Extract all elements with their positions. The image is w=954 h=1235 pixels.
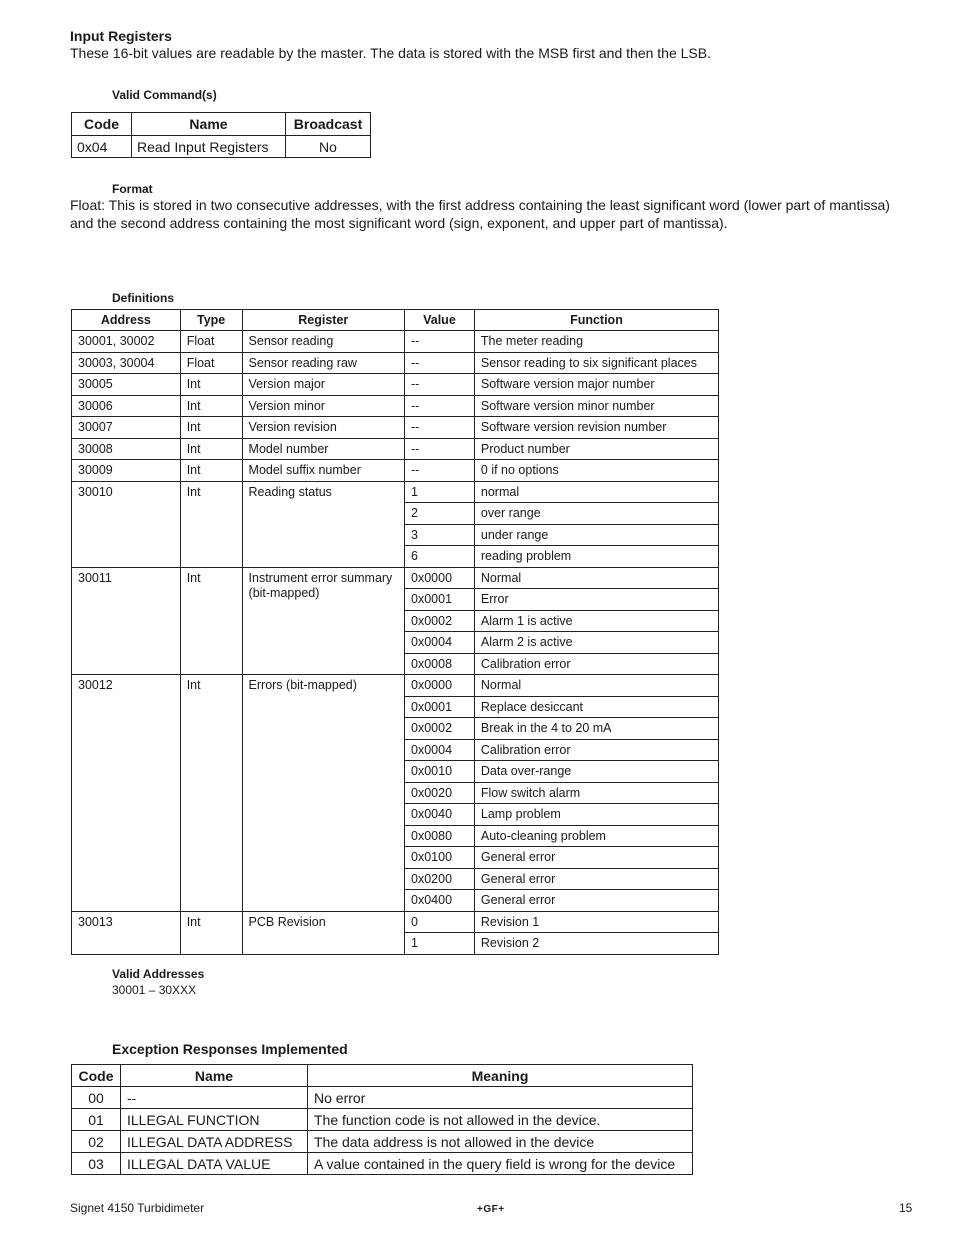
cell-value: 0x0000 xyxy=(405,675,475,697)
cell-function: Sensor reading to six significant places xyxy=(474,352,718,374)
cell-function: General error xyxy=(474,868,718,890)
format-label: Format xyxy=(112,182,153,196)
cell-function: Revision 2 xyxy=(474,933,718,955)
cell-name: ILLEGAL DATA VALUE xyxy=(121,1153,308,1175)
cell-function: Alarm 2 is active xyxy=(474,632,718,654)
cell-value: 0x0001 xyxy=(405,589,475,611)
cell-address: 30006 xyxy=(72,395,181,417)
table-row xyxy=(72,417,719,439)
cell-code: 01 xyxy=(72,1109,121,1131)
cell-function: Software version major number xyxy=(474,374,718,396)
cell-function: Replace desiccant xyxy=(474,696,718,718)
cell-value: 0x0004 xyxy=(405,632,475,654)
cell-value: 0x0100 xyxy=(405,847,475,869)
table-row xyxy=(72,331,719,353)
col-header-type: Type xyxy=(180,310,242,331)
col-header-name: Name xyxy=(121,1065,308,1087)
cell-function: General error xyxy=(474,890,718,912)
cell-function: Normal xyxy=(474,567,718,589)
table-row xyxy=(72,374,719,396)
cell-register: Model number xyxy=(242,438,404,460)
cell-type: Int xyxy=(180,395,242,417)
cell-code: 03 xyxy=(72,1153,121,1175)
cell-register: Sensor reading raw xyxy=(242,352,404,374)
cell-function: under range xyxy=(474,524,718,546)
cell-register: Version revision xyxy=(242,417,404,439)
table-row xyxy=(72,1131,693,1153)
cell-function: Calibration error xyxy=(474,653,718,675)
cell-value: 2 xyxy=(405,503,475,525)
cell-value: 0x0001 xyxy=(405,696,475,718)
cell-function: Calibration error xyxy=(474,739,718,761)
valid-commands-label: Valid Command(s) xyxy=(112,88,217,102)
cell-value: -- xyxy=(405,438,475,460)
cell-broadcast: No xyxy=(286,136,371,158)
cell-address: 30007 xyxy=(72,417,181,439)
col-header-name: Name xyxy=(132,113,286,136)
cell-address: 30010 xyxy=(72,481,181,567)
cell-register: PCB Revision xyxy=(242,911,404,954)
cell-function: reading problem xyxy=(474,546,718,568)
col-header-code: Code xyxy=(72,113,132,136)
table-row xyxy=(72,675,719,697)
cell-function: Software version minor number xyxy=(474,395,718,417)
cell-register xyxy=(242,567,404,675)
cell-meaning: A value contained in the query field is wrong for the device xyxy=(308,1153,693,1175)
cell-type: Float xyxy=(180,352,242,374)
cell-function: normal xyxy=(474,481,718,503)
cell-function: Software version revision number xyxy=(474,417,718,439)
register-line1: Instrument error summary xyxy=(248,570,393,585)
exceptions-table xyxy=(71,1064,693,1175)
definitions-table xyxy=(71,309,719,955)
cell-value: 1 xyxy=(405,481,475,503)
cell-value: 0x0008 xyxy=(405,653,475,675)
table-row xyxy=(72,460,719,482)
cell-type: Int xyxy=(180,438,242,460)
table-row xyxy=(72,911,719,933)
cell-register: Version major xyxy=(242,374,404,396)
cell-type: Int xyxy=(180,374,242,396)
footer-product-name: Signet 4150 Turbidimeter xyxy=(70,1201,205,1215)
cell-function: Break in the 4 to 20 mA xyxy=(474,718,718,740)
cell-value: 3 xyxy=(405,524,475,546)
col-header-register: Register xyxy=(242,310,404,331)
cell-value: 0x0002 xyxy=(405,610,475,632)
cell-function: Lamp problem xyxy=(474,804,718,826)
cell-value: -- xyxy=(405,417,475,439)
cell-function: Normal xyxy=(474,675,718,697)
definitions-label: Definitions xyxy=(112,291,174,305)
table-row xyxy=(72,395,719,417)
cell-code: 0x04 xyxy=(72,136,132,158)
cell-type: Int xyxy=(180,460,242,482)
exceptions-label: Exception Responses Implemented xyxy=(112,1041,348,1057)
valid-addresses-range: 30001 – 30XXX xyxy=(112,983,197,997)
col-header-address: Address xyxy=(72,310,181,331)
cell-function: Data over-range xyxy=(474,761,718,783)
cell-value: 0 xyxy=(405,911,475,933)
col-header-function: Function xyxy=(474,310,718,331)
cell-value: 0x0010 xyxy=(405,761,475,783)
col-header-value: Value xyxy=(405,310,475,331)
cell-type: Int xyxy=(180,417,242,439)
cell-register: Version minor xyxy=(242,395,404,417)
table-row xyxy=(72,352,719,374)
col-header-broadcast: Broadcast xyxy=(286,113,371,136)
cell-function: Error xyxy=(474,589,718,611)
cell-value: 0x0004 xyxy=(405,739,475,761)
col-header-meaning: Meaning xyxy=(308,1065,693,1087)
cell-address: 30013 xyxy=(72,911,181,954)
cell-function: Flow switch alarm xyxy=(474,782,718,804)
cell-address: 30001, 30002 xyxy=(72,331,181,353)
cell-function: Alarm 1 is active xyxy=(474,610,718,632)
cell-value: -- xyxy=(405,374,475,396)
cell-value: 0x0000 xyxy=(405,567,475,589)
cell-value: 0x0002 xyxy=(405,718,475,740)
valid-commands-table xyxy=(71,112,371,158)
gf-logo: +GF+ xyxy=(477,1204,505,1215)
cell-type: Int xyxy=(180,481,242,567)
cell-value: 1 xyxy=(405,933,475,955)
cell-type: Int xyxy=(180,911,242,954)
cell-name: ILLEGAL DATA ADDRESS xyxy=(121,1131,308,1153)
cell-function: Auto-cleaning problem xyxy=(474,825,718,847)
cell-meaning: The function code is not allowed in the device. xyxy=(308,1109,693,1131)
cell-address: 30009 xyxy=(72,460,181,482)
cell-register: Model suffix number xyxy=(242,460,404,482)
cell-code: 00 xyxy=(72,1087,121,1109)
cell-address: 30008 xyxy=(72,438,181,460)
cell-meaning: No error xyxy=(308,1087,693,1109)
cell-register: Reading status xyxy=(242,481,404,567)
cell-name: Read Input Registers xyxy=(132,136,286,158)
cell-value: -- xyxy=(405,352,475,374)
table-row xyxy=(72,1153,693,1175)
cell-name: ILLEGAL FUNCTION xyxy=(121,1109,308,1131)
cell-value: -- xyxy=(405,331,475,353)
col-header-code: Code xyxy=(72,1065,121,1087)
table-row xyxy=(72,1087,693,1109)
register-line2: (bit-mapped) xyxy=(248,585,320,600)
cell-address: 30011 xyxy=(72,567,181,675)
cell-type: Int xyxy=(180,675,242,912)
cell-function: Product number xyxy=(474,438,718,460)
cell-value: 0x0020 xyxy=(405,782,475,804)
section-description: These 16-bit values are readable by the master. The data is stored with the MSB first and then the LSB. xyxy=(70,45,711,61)
table-row xyxy=(72,567,719,589)
table-header-row xyxy=(72,1065,693,1087)
cell-type: Int xyxy=(180,567,242,675)
cell-code: 02 xyxy=(72,1131,121,1153)
cell-value: -- xyxy=(405,460,475,482)
cell-function: 0 if no options xyxy=(474,460,718,482)
page-number: 15 xyxy=(899,1201,913,1215)
cell-address: 30005 xyxy=(72,374,181,396)
cell-meaning: The data address is not allowed in the device xyxy=(308,1131,693,1153)
table-header-row xyxy=(72,310,719,331)
table-row xyxy=(72,438,719,460)
cell-function: The meter reading xyxy=(474,331,718,353)
section-title: Input Registers xyxy=(70,28,172,44)
table-header-row xyxy=(72,113,371,136)
cell-value: 0x0040 xyxy=(405,804,475,826)
cell-value: 6 xyxy=(405,546,475,568)
cell-function: General error xyxy=(474,847,718,869)
format-text-line1: Float: This is stored in two consecutive addresses, with the first address containing the least significant word (lower part of mantissa) xyxy=(70,197,890,213)
table-row xyxy=(72,1109,693,1131)
table-row xyxy=(72,136,371,158)
cell-address: 30003, 30004 xyxy=(72,352,181,374)
cell-value: 0x0080 xyxy=(405,825,475,847)
cell-value: -- xyxy=(405,395,475,417)
cell-type: Float xyxy=(180,331,242,353)
format-text-line2: and the second address containing the most significant word (sign, exponent, and upper part of mantissa). xyxy=(70,215,728,231)
cell-function: Revision 1 xyxy=(474,911,718,933)
cell-register: Errors (bit-mapped) xyxy=(242,675,404,912)
valid-addresses-label: Valid Addresses xyxy=(112,967,205,981)
cell-value: 0x0400 xyxy=(405,890,475,912)
table-row xyxy=(72,481,719,503)
cell-name: -- xyxy=(121,1087,308,1109)
cell-value: 0x0200 xyxy=(405,868,475,890)
cell-register: Sensor reading xyxy=(242,331,404,353)
cell-function: over range xyxy=(474,503,718,525)
cell-address: 30012 xyxy=(72,675,181,912)
